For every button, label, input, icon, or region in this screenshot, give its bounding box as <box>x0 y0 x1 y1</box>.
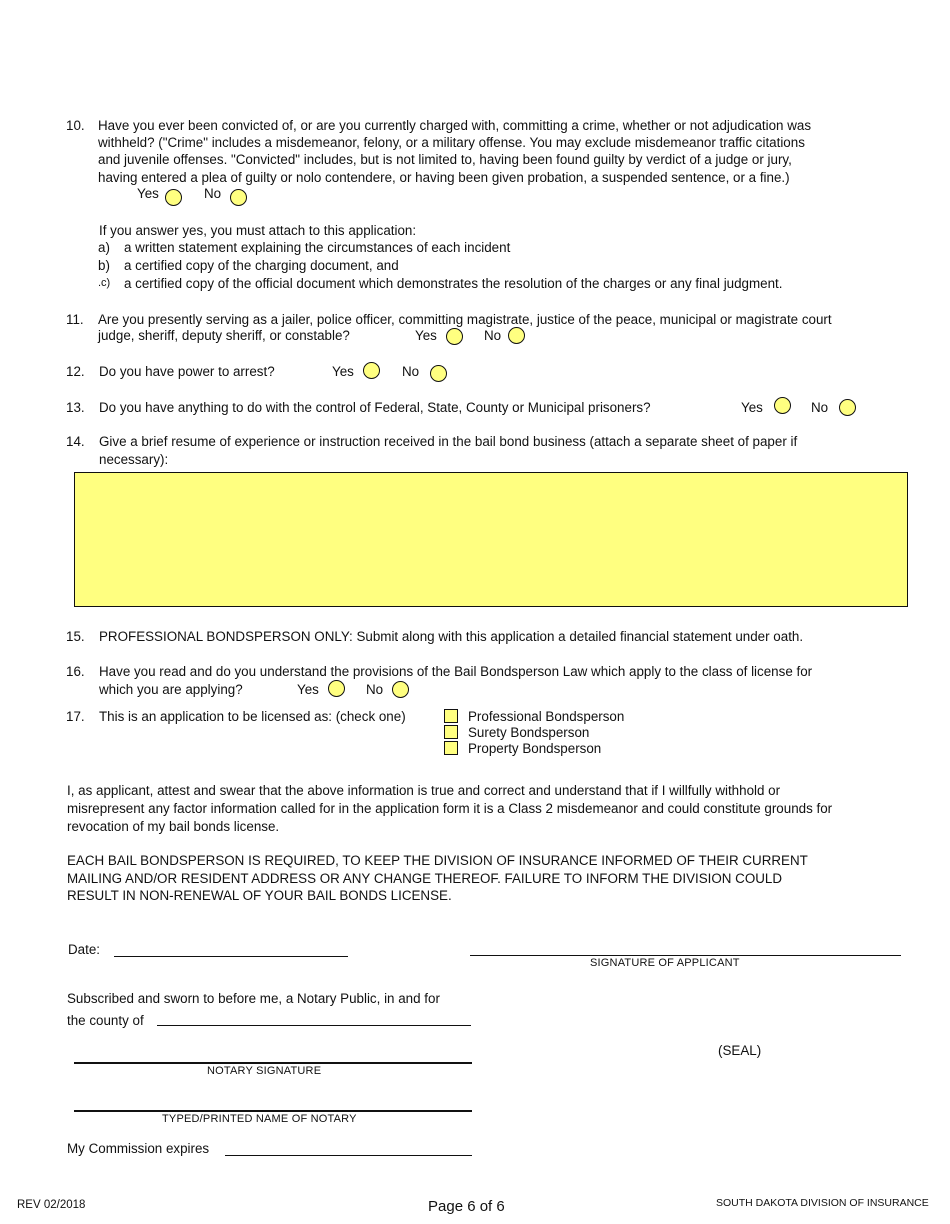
q12-no-label: No <box>402 364 420 379</box>
q11-no-radio[interactable] <box>508 327 525 344</box>
q16-yes-radio[interactable] <box>328 680 345 697</box>
q10-attach-a-label: a) <box>98 240 110 255</box>
q11-no-label: No <box>484 328 502 343</box>
q11-line-1: Are you presently serving as a jailer, police officer, committing magistrate, justice of the peace, municipal or magistrate court <box>98 312 832 327</box>
q12-number: 12. <box>66 364 85 379</box>
q10-no-radio[interactable] <box>230 189 247 206</box>
notice-line-2: MAILING AND/OR RESIDENT ADDRESS OR ANY CHANGE THEREOF. FAILURE TO INFORM THE DIVISION COULD <box>67 871 783 886</box>
q13-yes-radio[interactable] <box>774 397 791 414</box>
q10-line-2: withheld? ("Crime" includes a misdemeanor, felony, or a military offense. You may exclude misdemeanor traffic citations <box>98 135 805 150</box>
q10-line-3: and juvenile offenses. "Convicted" includes, but is not limited to, having been found guilty by verdict of a judge or jury, <box>98 152 792 167</box>
q17-number: 17. <box>66 709 85 724</box>
q16-no-label: No <box>366 682 384 697</box>
q13-no-label: No <box>811 400 829 415</box>
footer-agency: SOUTH DAKOTA DIVISION OF INSURANCE <box>716 1197 929 1209</box>
q10-line-1: Have you ever been convicted of, or are you currently charged with, committing a crime, whether or not adjudication was <box>98 118 812 133</box>
q13-no-radio[interactable] <box>839 399 856 416</box>
q10-attach-b-text: a certified copy of the charging document, and <box>124 258 399 273</box>
date-label: Date: <box>68 942 101 957</box>
date-field[interactable] <box>114 956 348 957</box>
property-bondsperson-checkbox[interactable] <box>444 741 458 755</box>
q10-number: 10. <box>66 118 85 133</box>
q15-text: PROFESSIONAL BONDSPERSON ONLY: Submit along with this application a detailed financial statement under oath. <box>99 629 804 644</box>
q10-attach-b-label: b) <box>98 258 110 273</box>
q10-no-label: No <box>204 186 222 201</box>
notary-name-label: TYPED/PRINTED NAME OF NOTARY <box>162 1113 357 1125</box>
notice-line-3: RESULT IN NON-RENEWAL OF YOUR BAIL BONDS LICENSE. <box>67 888 452 903</box>
q12-text: Do you have power to arrest? <box>99 364 275 379</box>
q12-no-radio[interactable] <box>430 365 447 382</box>
professional-bondsperson-checkbox[interactable] <box>444 709 458 723</box>
q16-line-1: Have you read and do you understand the provisions of the Bail Bondsperson Law which apply to the class of license for <box>99 664 813 679</box>
q16-number: 16. <box>66 664 85 679</box>
q17-text: This is an application to be licensed as: (check one) <box>99 709 406 724</box>
notice-line-1: EACH BAIL BONDSPERSON IS REQUIRED, TO KEEP THE DIVISION OF INSURANCE INFORMED OF THEIR CURRENT <box>67 853 808 868</box>
applicant-signature-label: SIGNATURE OF APPLICANT <box>590 957 740 969</box>
notary-signature-label: NOTARY SIGNATURE <box>207 1065 322 1077</box>
q12-yes-radio[interactable] <box>363 362 380 379</box>
surety-bondsperson-label: Surety Bondsperson <box>468 725 590 740</box>
q12-yes-label: Yes <box>332 364 354 379</box>
attest-line-1: I, as applicant, attest and swear that the above information is true and correct and understand that if I willfully withhold or <box>67 783 781 798</box>
q16-yes-label: Yes <box>297 682 319 697</box>
q14-line-1: Give a brief resume of experience or instruction received in the bail bond business (attach a separate sheet of paper if <box>99 434 798 449</box>
q10-yes-label: Yes <box>137 186 159 201</box>
county-label: the county of <box>67 1013 144 1028</box>
q15-number: 15. <box>66 629 85 644</box>
q10-line-4: having entered a plea of guilty or nolo contendere, or having been given probation, a suspended sentence, or a fine.) <box>98 170 790 185</box>
q11-number: 11. <box>66 312 84 327</box>
commission-field[interactable] <box>225 1155 472 1156</box>
q11-line-2: judge, sheriff, deputy sheriff, or constable? <box>98 328 350 343</box>
county-field[interactable] <box>157 1025 471 1026</box>
professional-bondsperson-label: Professional Bondsperson <box>468 709 625 724</box>
notary-name-field[interactable] <box>74 1110 472 1112</box>
q16-no-radio[interactable] <box>392 681 409 698</box>
q11-yes-label: Yes <box>415 328 437 343</box>
attest-line-3: revocation of my bail bonds license. <box>67 819 280 834</box>
sworn-text: Subscribed and sworn to before me, a Notary Public, in and for <box>67 991 440 1006</box>
q14-line-2: necessary): <box>99 452 169 467</box>
q10-attach-c-text: a certified copy of the official document which demonstrates the resolution of the charges or any final judgment. <box>124 276 783 291</box>
q13-text: Do you have anything to do with the control of Federal, State, County or Municipal prisoners? <box>99 400 651 415</box>
q10-attach-intro: If you answer yes, you must attach to this application: <box>99 223 417 238</box>
applicant-signature-field[interactable] <box>470 955 901 956</box>
q14-number: 14. <box>66 434 85 449</box>
notary-signature-field[interactable] <box>74 1062 472 1064</box>
footer-page-number: Page 6 of 6 <box>428 1198 505 1215</box>
surety-bondsperson-checkbox[interactable] <box>444 725 458 739</box>
q16-line-2: which you are applying? <box>99 682 243 697</box>
q10-attach-a-text: a written statement explaining the circumstances of each incident <box>124 240 511 255</box>
q13-number: 13. <box>66 400 85 415</box>
q10-attach-c-label: .c) <box>98 277 111 289</box>
footer-revision: REV 02/2018 <box>17 1199 86 1211</box>
q13-yes-label: Yes <box>741 400 763 415</box>
seal-label: (SEAL) <box>718 1043 762 1058</box>
commission-label: My Commission expires <box>67 1141 210 1156</box>
attest-line-2: misrepresent any factor information called for in the application form it is a Class 2 misdemeanor and could constitute grounds for <box>67 801 833 816</box>
q11-yes-radio[interactable] <box>446 328 463 345</box>
resume-textarea[interactable] <box>74 472 908 607</box>
q10-yes-radio[interactable] <box>165 189 182 206</box>
property-bondsperson-label: Property Bondsperson <box>468 741 602 756</box>
